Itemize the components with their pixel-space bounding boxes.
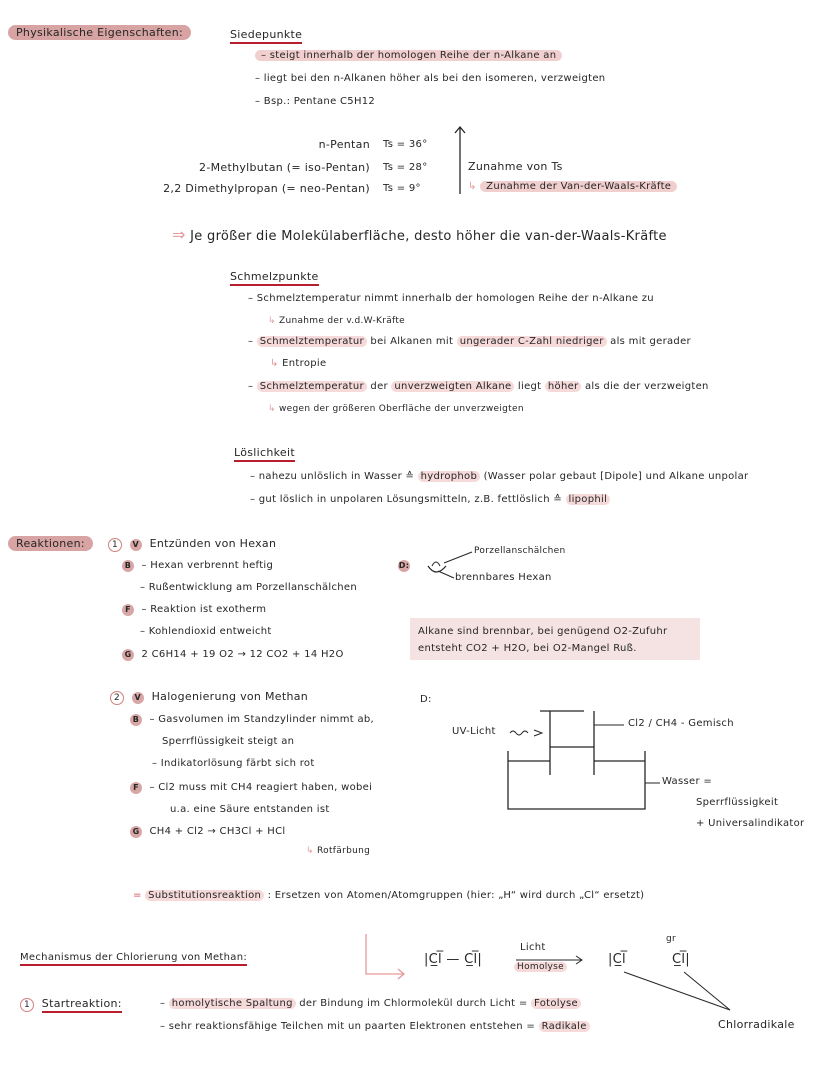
text-fragment: als die der verzweigten: [584, 381, 709, 392]
start-reaction-title-text: Startreaktion:: [42, 997, 122, 1013]
text-fragment: bei Alkanen mit: [370, 336, 454, 347]
highlight-melting-temp: Schmelztemperatur: [257, 381, 367, 392]
beobachtung-badge: B: [122, 560, 134, 572]
solubility-title-text: Löslichkeit: [234, 446, 295, 462]
highlight-lipophil: lipophil: [566, 494, 611, 505]
chlorine-molecule: |C̲l̅ — C̲l̅|: [424, 952, 483, 967]
reaction-number-badge: 1: [108, 538, 122, 552]
pentane-row-3-temp: Ts = 9°: [383, 183, 421, 194]
hook-arrow-icon: ↳: [268, 404, 276, 414]
melting-bullet-3-sub-text: wegen der größeren Oberfläche der unverzweigten: [279, 404, 524, 414]
versuch-badge: V: [130, 539, 142, 551]
light-label: Licht: [520, 942, 546, 953]
reaction-2-inf-1: [130, 782, 372, 794]
barrier-liquid-label: Sperrflüssigkeit: [696, 797, 779, 808]
hook-arrow-icon: ↳: [270, 358, 279, 369]
boiling-conclusion: [172, 225, 667, 244]
section-heading-reactions: [8, 536, 93, 551]
boiling-bullet-1-text: – steigt innerhalb der homologen Reihe der n-Alkane an: [255, 50, 562, 61]
reaction-2-equation: [130, 826, 286, 838]
universal-indicator-label: + Universalindikator: [696, 818, 805, 829]
text-fragment: liegt: [517, 381, 542, 392]
solubility-bullet-1: [250, 471, 748, 482]
text-fragment: (Wasser polar gebaut [Dipole] und Alkane unpolar: [483, 471, 749, 482]
reaction-1-obs-1-text: – Hexan verbrennt heftig: [141, 560, 274, 571]
chlorine-radical-b: C̲l̅|: [672, 952, 690, 967]
highlight-substitution: Substitutionsreaktion: [145, 890, 264, 901]
radical-note: gr: [666, 934, 677, 944]
mechanism-heading: [20, 952, 247, 963]
section-heading-physical: [8, 25, 191, 40]
boiling-title-text: Siedepunkte: [230, 28, 302, 44]
highlight-photolysis: Fotolyse: [531, 998, 581, 1009]
boiling-conclusion-text: Je größer die Molekülaberfläche, desto höher die van-der-Waals-Kräfte: [190, 229, 667, 244]
text-fragment: – nahezu unlöslich in Wasser ≙: [250, 471, 415, 482]
mechanism-heading-text: Mechanismus der Chlorierung von Methan:: [20, 952, 247, 966]
reaction-2-equation-sub: [306, 846, 370, 856]
text-fragment: der Bindung im Chlormolekül durch Licht =: [299, 998, 528, 1009]
melting-bullet-3-sub: [268, 404, 524, 414]
gleichung-badge: G: [122, 649, 134, 661]
highlight-higher: höher: [545, 381, 582, 392]
start-reaction-bullet-2: [160, 1021, 590, 1032]
up-arrow-icon: [450, 124, 470, 196]
substitution-definition: [133, 890, 644, 901]
text-fragment: – gut löslich in unpolaren Lösungsmitteln, z.B. fettlöslich ≙: [250, 494, 563, 505]
melting-bullet-1: – Schmelztemperatur nimmt innerhalb der homologen Reihe der n-Alkane zu: [248, 293, 654, 304]
gleichung-badge: G: [130, 826, 142, 838]
radical-pointer-lines: [620, 968, 760, 1018]
pentane-row-2-temp: Ts = 28°: [383, 162, 428, 173]
melting-bullet-1-sub-text: Zunahme der v.d.W-Kräfte: [279, 316, 406, 326]
reaction-2-equation-sub-text: Rotfärbung: [317, 846, 371, 856]
hook-arrow-icon: ↳: [306, 846, 314, 856]
versuch-badge: V: [132, 692, 144, 704]
highlight-radicals: Radikale: [539, 1021, 590, 1032]
reaction-1-title-text: Entzünden von Hexan: [149, 537, 277, 550]
melting-bullet-3: [248, 381, 709, 392]
highlight-melting-temp: Schmelztemperatur: [257, 336, 367, 347]
reaction-2-equation-text: CH4 + Cl2 → CH3Cl + HCl: [149, 826, 286, 837]
reaction-1-equation: [122, 649, 344, 661]
equals-sign: =: [133, 890, 142, 901]
highlight-odd-c: ungerader C-Zahl niedriger: [457, 336, 607, 347]
melting-title: [230, 270, 319, 283]
bent-arrow-icon: [362, 930, 412, 980]
uv-light-label: UV-Licht: [452, 726, 496, 737]
homolysis-label: [514, 962, 567, 972]
reaction-2-diagram-label: D:: [420, 694, 432, 705]
reaction-1-obs-2: – Rußentwicklung am Porzellanschälchen: [140, 582, 358, 593]
solubility-title: [234, 446, 295, 459]
reaction-2-inf-1b: u.a. eine Säure entstanden ist: [170, 804, 330, 815]
reaction-2-obs-1b: Sperrflüssigkeit steigt an: [162, 736, 295, 747]
highlight-hydrophob: hydrophob: [418, 471, 480, 482]
pentane-row-1-temp: Ts = 36°: [383, 139, 428, 150]
highlight-homolytic: homolytische Spaltung: [169, 998, 296, 1009]
pentane-row-2-name: 2-Methylbutan (= iso-Pentan): [199, 161, 370, 174]
reaction-2-inf-1-text: – Cl2 muss mit CH4 reagiert haben, wobei: [149, 782, 373, 793]
melting-bullet-2: [248, 336, 691, 347]
hook-arrow-icon: ↳: [268, 316, 276, 326]
chlorine-radicals-label: Chlorradikale: [718, 1018, 795, 1031]
reaction-1-obs-1: [122, 560, 273, 572]
gas-mixture-label: Cl2 / CH4 - Gemisch: [628, 718, 734, 729]
section-heading-physical-text: Physikalische Eigenschaften:: [16, 26, 184, 39]
reaction-2-obs-2: – Indikatorlösung färbt sich rot: [152, 758, 315, 769]
highlight-unbranched: unverzweigten Alkane: [391, 381, 514, 392]
homolysis-label-text: Homolyse: [514, 962, 567, 972]
pentane-row-1-name: n-Pentan: [318, 138, 370, 151]
hook-arrow-icon: ↳: [468, 181, 477, 192]
combustion-note: Alkane sind brennbar, bei genügend O2-Zufuhr entsteht CO2 + H2O, bei O2-Mangel Ruß.: [410, 618, 700, 660]
start-reaction-bullet-1: [160, 998, 581, 1009]
melting-bullet-2-sub: [270, 358, 326, 369]
melting-title-text: Schmelzpunkte: [230, 270, 319, 286]
melting-bullet-2-sub-text: Entropie: [282, 358, 327, 369]
step-number-badge: 1: [20, 998, 34, 1012]
boiling-bullet-3: – Bsp.: Pentane C5H12: [255, 96, 376, 107]
vdw-increase: [468, 181, 677, 192]
dash: –: [248, 381, 254, 392]
diagram-badge: D:: [398, 561, 410, 570]
porcelain-dish-label: Porzellanschälchen: [474, 546, 566, 556]
folgerung-badge: F: [130, 782, 142, 794]
boiling-bullet-1: [255, 50, 562, 61]
reaction-1-inf-1-text: – Reaktion ist exotherm: [141, 604, 267, 615]
reaction-number-badge: 2: [110, 691, 124, 705]
reaction-2-title: [110, 690, 308, 705]
vdw-increase-text: Zunahme der Van-der-Waals-Kräfte: [480, 181, 677, 192]
chlorine-radical-a: |C̲l̅: [608, 952, 626, 967]
reaction-2-obs-1-text: – Gasvolumen im Standzylinder nimmt ab,: [149, 714, 374, 725]
reaction-1-inf-1: [122, 604, 266, 616]
reaction-2-title-text: Halogenierung von Methan: [151, 690, 309, 703]
text-fragment: als mit gerader: [610, 336, 691, 347]
reaction-2-obs-1: [130, 714, 374, 726]
double-arrow-icon: ⇒: [172, 225, 186, 244]
reaction-1-title: [108, 537, 276, 552]
beobachtung-badge: B: [130, 714, 142, 726]
solubility-bullet-2: [250, 494, 610, 505]
reaction-1-inf-2: – Kohlendioxid entweicht: [140, 626, 272, 637]
pentane-row-3-name: 2,2 Dimethylpropan (= neo-Pentan): [163, 182, 370, 195]
dash: –: [160, 998, 166, 1009]
text-fragment: – sehr reaktionsfähige Teilchen mit un paarten Elektronen entstehen =: [160, 1021, 536, 1032]
substitution-definition-text: : Ersetzen von Atomen/Atomgruppen (hier: „H“ wird durch „Cl“ ersetzt): [267, 890, 645, 901]
water-label: Wasser =: [662, 776, 713, 787]
text-fragment: der: [370, 381, 388, 392]
boiling-increase: Zunahme von Ts: [468, 160, 563, 173]
boiling-title: [230, 28, 302, 41]
boiling-bullet-2: – liegt bei den n-Alkanen höher als bei den isomeren, verzweigten: [255, 73, 606, 84]
start-reaction-title: [20, 997, 122, 1012]
folgerung-badge: F: [122, 604, 134, 616]
burning-hexane-label: brennbares Hexan: [455, 572, 552, 583]
dash: –: [248, 336, 254, 347]
reaction-1-equation-text: 2 C6H14 + 19 O2 → 12 CO2 + 14 H2O: [141, 649, 344, 660]
section-heading-reactions-text: Reaktionen:: [16, 537, 85, 550]
reaction-1-diagram-label: [398, 560, 410, 572]
melting-bullet-1-sub: [268, 316, 405, 326]
